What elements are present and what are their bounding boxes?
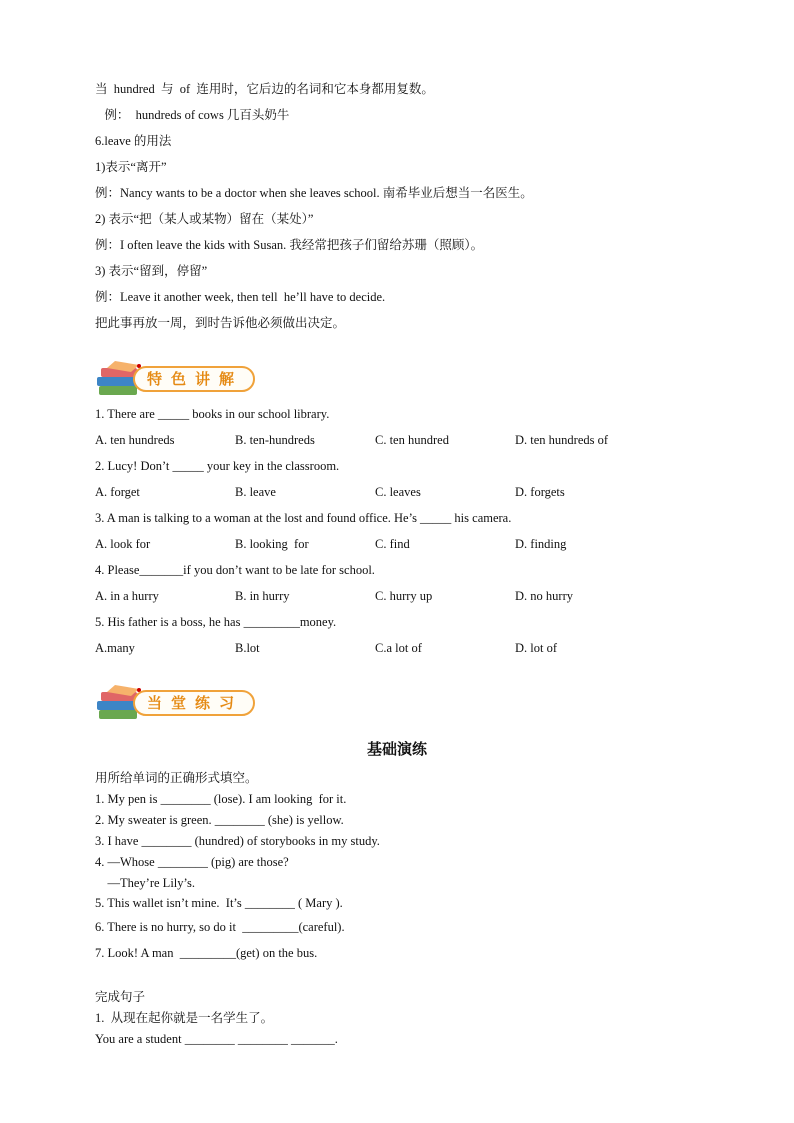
note-leave-1: 1)表示“离开” <box>95 160 167 174</box>
fill-item: 2. My sweater is green. ________ (she) is yellow. <box>95 813 344 827</box>
note-leave-2: 2) 表示“把（某人或某物）留在（某处）” <box>95 212 314 226</box>
option-a: A. look for <box>95 537 151 551</box>
complete-item-sentence: You are a student ________ ________ _______. <box>95 1032 338 1046</box>
question-stem: 3. A man is talking to a woman at the lost and found office. He’s _____ his camera. <box>95 511 512 525</box>
question-options <box>95 588 735 604</box>
option-d: D. forgets <box>515 485 565 499</box>
note-leave-1-example: 例：Nancy wants to be a doctor when she leaves school. 南希毕业后想当一名医生。 <box>95 186 533 200</box>
option-c: C. hurry up <box>375 589 433 603</box>
fill-item-answer: —They’re Lily’s. <box>95 876 195 890</box>
complete-item-prompt: 1. 从现在起你就是一名学生了。 <box>95 1011 274 1025</box>
option-c: C.a lot of <box>375 641 422 655</box>
question-stem: 5. His father is a boss, he has _________money. <box>95 615 337 629</box>
feature-explanation-banner <box>95 360 265 400</box>
question-options <box>95 536 735 552</box>
banner-label: 当堂练习 <box>133 690 255 716</box>
fill-item: 5. This wallet isn’t mine. It’s ________ ( Mary ). <box>95 896 343 910</box>
fill-item: 7. Look! A man _________(get) on the bus. <box>95 946 318 960</box>
banner-label: 特色讲解 <box>133 366 255 392</box>
option-a: A. in a hurry <box>95 589 159 603</box>
question-stem: 4. Please_______if you don’t want to be late for school. <box>95 563 375 577</box>
note-leave-usage: 6.leave 的用法 <box>95 134 172 148</box>
option-c: C. ten hundred <box>375 433 449 447</box>
note-leave-3-example: 例：Leave it another week, then tell he’ll have to decide. <box>95 290 386 304</box>
option-b: B. in hurry <box>235 589 290 603</box>
fill-item: 1. My pen is ________ (lose). I am looking for it. <box>95 792 347 806</box>
option-b: B. ten-hundreds <box>235 433 315 447</box>
option-d: D. lot of <box>515 641 558 655</box>
note-leave-3-translation: 把此事再放一周，到时告诉他必须做出决定。 <box>95 316 346 330</box>
option-a: A.many <box>95 641 135 655</box>
option-d: D. ten hundreds of <box>515 433 609 447</box>
question-stem: 1. There are _____ books in our school library. <box>95 407 330 421</box>
option-a: A. ten hundreds <box>95 433 175 447</box>
complete-sentences-title: 完成句子 <box>95 990 146 1004</box>
option-b: B. leave <box>235 485 276 499</box>
fill-item: 6. There is no hurry, so do it _________(careful). <box>95 920 345 934</box>
option-d: D. finding <box>515 537 567 551</box>
option-d: D. no hurry <box>515 589 573 603</box>
option-c: C. find <box>375 537 410 551</box>
option-b: B. looking for <box>235 537 309 551</box>
note-hundred-of: 当 hundred 与 of 连用时，它后边的名词和它本身都用复数。 <box>95 82 434 96</box>
fill-item: 3. I have ________ (hundred) of storybooks in my study. <box>95 834 380 848</box>
class-practice-banner <box>95 684 265 724</box>
fill-item: 4. —Whose ________ (pig) are those? <box>95 855 289 869</box>
fill-instructions: 用所给单词的正确形式填空。 <box>95 771 258 785</box>
question-options <box>95 484 735 500</box>
note-leave-2-example: 例：I often leave the kids with Susan. 我经常把孩子们留给苏珊（照顾）。 <box>95 238 484 252</box>
question-options <box>95 432 735 448</box>
option-a: A. forget <box>95 485 140 499</box>
question-stem: 2. Lucy! Don’t _____ your key in the classroom. <box>95 459 340 473</box>
note-example-hundreds: 例： hundreds of cows 几百头奶牛 <box>95 108 290 122</box>
option-b: B.lot <box>235 641 260 655</box>
question-options <box>95 640 735 656</box>
option-c: C. leaves <box>375 485 421 499</box>
section-title: 基础演练 <box>366 740 427 758</box>
note-leave-3: 3) 表示“留到，停留” <box>95 264 208 278</box>
